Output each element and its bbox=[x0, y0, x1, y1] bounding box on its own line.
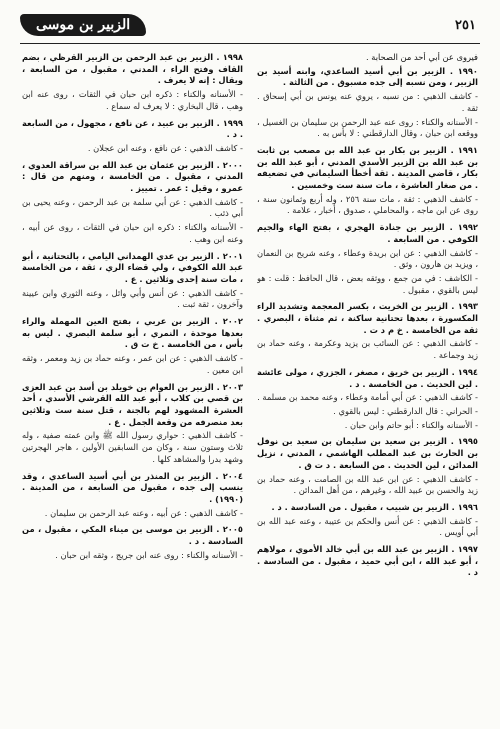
entry-note: - كاشف الذهبي : عن أنس وأبي وائل ، وعنه الثوري وابن عيينة وآخرون ، ثقة ثبت . bbox=[22, 287, 243, 310]
entry-heading: ٢٠٠٣ . الزبير بن العوام بن خويلد بن أسد بن عبد العزى بن قصي بن كلاب ، أبو عبد الله القرشي الأسدي ، أحد العشرة المشهود لهم بالجنة ، قتل سنة ست وثلاثين بعد منصرفه من وقعة الجمل . ع . bbox=[22, 381, 243, 427]
biography-entry bbox=[22, 160, 243, 246]
entry-note: - كاشف الذهبي : عن نافع ، وعنه ابن عجلان . bbox=[87, 142, 243, 153]
biography-entry bbox=[257, 544, 478, 579]
chapter-title: الزبير بن موسى bbox=[20, 14, 146, 36]
biography-entry bbox=[257, 502, 478, 539]
entry-note: - الحراني : قال الدارقطني : ليس بالقوي . bbox=[333, 405, 478, 416]
entry-note: - كاشف الذهبي : عن ابن عبد الله بن الصامت ، وعنه حماد بن زيد والحسن بن عبيد الله ، وغيرهم ، من أهل المدائن . bbox=[257, 473, 478, 496]
entry-note: - كاشف الذهبي : عن أبي أمامة وعطاء ، وعنه محمد بن مسلمة . bbox=[257, 392, 478, 403]
entry-heading: ١٩٩٣ . الزبير بن الخريت ، بكسر المعجمة وتشديد الراء المكسورة ، بعدها تحتانية ساكنة ، ثم مثناة ، البصري . ثقة من الخامسة . خ م د ت . bbox=[257, 301, 478, 335]
entry-heading: ٢٠٠٥ . الزبير بن موسى بن ميناء المكي ، مقبول ، من السادسة . د . bbox=[22, 524, 243, 547]
entry-heading: ١٩٩٠ . الزبير بن أبي أسيد الساعدي، وابنه أسيد بن الزبير ، ومن نسبه إلى جده مسبوق . من الثالثة . bbox=[257, 65, 478, 88]
entry-note: - الكاشف : في من جمع ، ووثقه بعض ، قال الحافظ : قلت : هو ليس بالقوي ، مقبول . bbox=[257, 272, 478, 295]
entry-heading: ٢٠٠١ . الزبير بن عدي الهمداني اليامي ، بالتحتانية ، أبو عبد الله الكوفي ، ولي قضاء الري ، ثقة ، من الخامسة ، مات سنة إحدى وثلاثين . ع . bbox=[22, 250, 243, 284]
biography-entry bbox=[257, 145, 478, 217]
entry-note: - كاشف الذهبي : عن أنس والحكم بن عتيبة ، وعنه عبد الله بن أبي أويس . bbox=[257, 515, 478, 538]
biography-entry bbox=[257, 301, 478, 362]
right-column bbox=[257, 52, 478, 717]
entry-note: - كاشف الذهبي : عن السائب بن يزيد وعكرمة ، وعنه حماد بن زيد وجماعة . bbox=[257, 338, 478, 361]
continuation-text: فيروى عن أبي أحد من الصحابة . bbox=[365, 52, 478, 62]
entry-note: - الأسنانه والكناء : أبو حاتم وابن حبان . bbox=[344, 419, 478, 430]
biography-entry bbox=[22, 316, 243, 377]
biography-entry bbox=[22, 52, 243, 113]
page-number: ٢٥١ bbox=[455, 17, 476, 33]
biography-entry bbox=[22, 382, 243, 466]
entry-heading: ١٩٩٦ . الزبير بن شبيب ، مقبول . من السادسة . د . bbox=[271, 501, 478, 512]
entry-heading: ٢٠٠٤ . الزبير بن المنذر بن أبي أسيد الساعدي ، وقد ينسب إلى جده ، مقبول من السابعة ، من المدينة . (١٩٩٠) . bbox=[22, 470, 243, 504]
entry-heading: ٢٠٠٠ . الزبير بن عثمان بن عبد الله بن سراقة العدوي ، المدني ، مقبول . من الخامسة ، ومنهم من قال : عمرو ، وقيل : عمر . تمييز . bbox=[22, 159, 243, 194]
biography-entry bbox=[257, 222, 478, 296]
biography-entry bbox=[257, 66, 478, 140]
entry-heading: ١٩٩٤ . الزبير بن خريق ، مصغر ، الجزري ، مولى عائشة . لين الحديث . من الخامسة . د . bbox=[257, 366, 478, 389]
entry-note: - الأسنانه والكناء : روى عنه عبد الرحمن بن سليمان بن الغسيل ، ووقعه ابن حبان ، وقال الدارقطني : لا بأس به . bbox=[257, 116, 478, 139]
left-column bbox=[22, 52, 243, 717]
entry-note: - كاشف الذهبي : من نسبه ، يروي عنه يونس بن أبي إسحاق . ثقة . bbox=[257, 91, 478, 113]
entry-heading: ١٩٩١ . الزبير بن بكار بن عبد الله بن مصعب بن ثابت بن عبد الله بن الزبير الأسدي المدني ، أبو عبد الله بن بكار ، قاضي المدينة . ثقة أخطأ السليماني في تضعيفه . من صغار العاشرة ، مات سنة ست وخمسين . bbox=[257, 144, 478, 191]
biography-entry bbox=[22, 471, 243, 520]
entry-note: - كاشف الذهبي : ثقة ، مات سنة ٢٥٦ ، وله أربع وثمانون سنة ، روى عن ابن ماجه ، والمحاملي ، صدوق ، أخبار ، علامة . bbox=[257, 193, 478, 216]
entry-heading: ١٩٩٧ . الزبير بن عبد الله بن أبي خالد الأموي ، مولاهم ، أبو عبد الله ، ابن أبي حميد ، مقبول . من السادسة . د . bbox=[257, 544, 478, 578]
entry-note: - الأسنانه والكناء : ذكره ابن حبان في الثقات ، روى عنه ابن وهب ، قال البخاري : لا يعرف له سماع . bbox=[22, 89, 243, 111]
entry-heading: ١٩٩٢ . الزبير بن جنادة الهجري ، بفتح الهاء والجيم الكوفي . من السابعة . bbox=[257, 222, 478, 244]
entry-note: - الأسنانه والكناء : ذكره ابن حبان في الثقات ، روى عن أبيه ، وعنه ابن وهب . bbox=[22, 222, 243, 244]
entry-heading: ١٩٩٨ . الزبير بن عبد الرحمن بن الزبير القرظي ، بضم القاف وفتح الراء ، المدني ، مقبول ، من السابعة ، ويقال : إنه لا يعرف . bbox=[22, 52, 243, 86]
entry-heading: ١٩٩٩ . الزبير بن عبيد ، عن نافع ، مجهول ، من السابعة . د . bbox=[22, 117, 243, 140]
entry-note: - كاشف الذهبي : عن ابن عمر ، وعنه حماد بن زيد ومعمر ، وثقه ابن معين . bbox=[22, 353, 243, 375]
biography-entry bbox=[257, 436, 478, 497]
biography-entry bbox=[257, 367, 478, 432]
entry-note: - كاشف الذهبي : حواري رسول الله ﷺ وابن عمته صفية ، وله ثلاث وستون سنة ، وكان من السابقين الأولين ، هاجر الهجرتين وشهد بدرا والمشاهد كلها . bbox=[22, 430, 243, 464]
text-columns bbox=[22, 52, 478, 717]
biography-entry bbox=[22, 524, 243, 561]
entry-heading: ١٩٩٥ . الزبير بن سعيد بن سليمان بن سعيد بن نوفل بن الحارث بن عبد المطلب الهاشمي ، المدني ، نزيل المدائن ، لين الحديث . من السابعة . د ت ق . bbox=[257, 436, 478, 470]
entry-note: - كاشف الذهبي : عن أبي سلمة بن عبد الرحمن ، وعنه يحيى بن أبي ذئب . bbox=[22, 196, 243, 219]
biography-entry bbox=[22, 251, 243, 312]
header-rule bbox=[20, 43, 480, 44]
biography-entry bbox=[22, 118, 243, 155]
entry-note: - الأسنانه والكناء : روى عنه ابن جريج ، وثقه ابن حبان . bbox=[55, 549, 243, 560]
entry-note: - كاشف الذهبي : عن أبيه ، وعنه عبد الرحمن بن سليمان . bbox=[44, 507, 243, 518]
entry-heading: ٢٠٠٢ . الزبير بن عربي ، بفتح العين المهملة والراء بعدها موحدة ، النمري ، أبو سلمة البصري . ليس به بأس ، من الخامسة . خ ت ق . bbox=[22, 316, 243, 350]
entry-note: - كاشف الذهبي : عن ابن بريدة وعطاء ، وعنه شريح بن النعمان ، ويزيد بن هارون ، وثق . bbox=[257, 247, 478, 270]
page-header bbox=[20, 10, 480, 40]
